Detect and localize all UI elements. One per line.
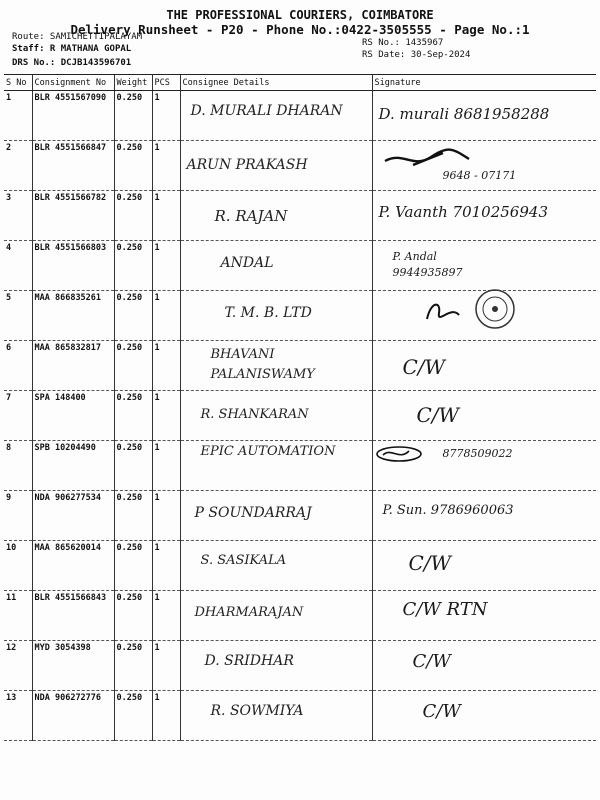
table-row bbox=[4, 391, 596, 441]
cell-consignment: MAA 866835261 bbox=[32, 291, 114, 341]
cell-weight: 0.250 bbox=[114, 191, 152, 241]
cell-signature bbox=[372, 391, 596, 441]
cell-consignment: NDA 906277534 bbox=[32, 491, 114, 541]
cell-weight: 0.250 bbox=[114, 91, 152, 141]
rs-date: RS Date: 30-Sep-2024 bbox=[362, 50, 471, 60]
cell-sno: 2 bbox=[4, 141, 32, 191]
cell-signature bbox=[372, 691, 596, 741]
cell-sno: 12 bbox=[4, 641, 32, 691]
consignee-handwriting: T. M. B. LTD bbox=[224, 305, 312, 321]
signature-handwriting: P. Sun. 9786960063 bbox=[382, 503, 514, 518]
consignee-handwriting: R. RAJAN bbox=[214, 207, 288, 225]
consignee-handwriting: EPIC AUTOMATION bbox=[200, 444, 336, 459]
cell-sno: 9 bbox=[4, 491, 32, 541]
cell-signature bbox=[372, 91, 596, 141]
cell-signature bbox=[372, 241, 596, 291]
cell-weight: 0.250 bbox=[114, 441, 152, 491]
drs-number: DRS No.: DCJB143596701 bbox=[12, 58, 132, 68]
cell-weight: 0.250 bbox=[114, 541, 152, 591]
cell-signature bbox=[372, 641, 596, 691]
col-signature: Signature bbox=[372, 75, 596, 91]
signature-scribble bbox=[375, 445, 425, 463]
cell-consignment: BLR 4551566847 bbox=[32, 141, 114, 191]
cell-sno: 1 bbox=[4, 91, 32, 141]
cell-consignment: BLR 4551566803 bbox=[32, 241, 114, 291]
cell-weight: 0.250 bbox=[114, 341, 152, 391]
route-label: Route: SAMICHETTIPALAYAM bbox=[12, 32, 143, 42]
cell-consignee bbox=[180, 541, 372, 591]
cell-pcs: 1 bbox=[152, 341, 180, 391]
signature-handwriting: C/W bbox=[412, 651, 451, 672]
table-row bbox=[4, 141, 596, 191]
cell-sno: 8 bbox=[4, 441, 32, 491]
table-row bbox=[4, 591, 596, 641]
cell-pcs: 1 bbox=[152, 391, 180, 441]
col-sno: S No bbox=[4, 75, 32, 91]
cell-weight: 0.250 bbox=[114, 291, 152, 341]
consignee-handwriting: BHAVANI PALANISWAMY bbox=[210, 347, 315, 382]
cell-consignee bbox=[180, 691, 372, 741]
cell-consignment: MAA 865832817 bbox=[32, 341, 114, 391]
cell-sno: 10 bbox=[4, 541, 32, 591]
consignee-handwriting: ARUN PRAKASH bbox=[186, 157, 308, 173]
cell-pcs: 1 bbox=[152, 141, 180, 191]
consignee-handwriting: R. SHANKARAN bbox=[200, 407, 309, 422]
cell-pcs: 1 bbox=[152, 91, 180, 141]
table-row bbox=[4, 341, 596, 391]
cell-signature bbox=[372, 541, 596, 591]
col-consignment: Consignment No bbox=[32, 75, 114, 91]
cell-consignee bbox=[180, 591, 372, 641]
cell-sno: 4 bbox=[4, 241, 32, 291]
signature-handwriting: P. Vaanth 7010256943 bbox=[378, 203, 548, 221]
cell-sno: 11 bbox=[4, 591, 32, 641]
cell-consignment: NDA 906272776 bbox=[32, 691, 114, 741]
cell-sno: 13 bbox=[4, 691, 32, 741]
staff-label: Staff: R MATHANA GOPAL bbox=[12, 44, 132, 54]
rs-number: RS No.: 1435967 bbox=[362, 38, 444, 48]
cell-pcs: 1 bbox=[152, 441, 180, 491]
cell-consignment: SPA 148400 bbox=[32, 391, 114, 441]
company-stamp bbox=[473, 287, 517, 331]
table-row bbox=[4, 91, 596, 141]
cell-consignee bbox=[180, 641, 372, 691]
signature-handwriting: C/W bbox=[402, 355, 446, 379]
cell-consignee bbox=[180, 241, 372, 291]
col-pcs: PCS bbox=[152, 75, 180, 91]
cell-consignee bbox=[180, 391, 372, 441]
consignee-handwriting: D. MURALI DHARAN bbox=[190, 103, 343, 119]
cell-consignee bbox=[180, 491, 372, 541]
cell-signature bbox=[372, 291, 596, 341]
cell-consignment: BLR 4551567090 bbox=[32, 91, 114, 141]
cell-weight: 0.250 bbox=[114, 591, 152, 641]
cell-signature bbox=[372, 141, 596, 191]
cell-pcs: 1 bbox=[152, 491, 180, 541]
cell-consignment: MYD 3054398 bbox=[32, 641, 114, 691]
cell-sno: 6 bbox=[4, 341, 32, 391]
runsheet-title: Delivery Runsheet - P20 - Phone No.:0422-3505555 - Page No.:1 bbox=[70, 22, 530, 37]
cell-consignment: MAA 865620014 bbox=[32, 541, 114, 591]
table-header-row bbox=[4, 75, 596, 91]
cell-pcs: 1 bbox=[152, 641, 180, 691]
col-consignee: Consignee Details bbox=[180, 75, 372, 91]
signature-scribble bbox=[383, 147, 473, 171]
cell-sno: 7 bbox=[4, 391, 32, 441]
cell-signature bbox=[372, 191, 596, 241]
consignee-handwriting: S. SASIKALA bbox=[200, 553, 287, 568]
cell-signature bbox=[372, 441, 596, 491]
cell-signature bbox=[372, 491, 596, 541]
table-row bbox=[4, 191, 596, 241]
signature-handwriting: C/W bbox=[408, 551, 452, 575]
signature-handwriting: P. Andal 9944935897 bbox=[392, 250, 463, 279]
cell-consignee bbox=[180, 141, 372, 191]
consignee-handwriting: D. SRIDHAR bbox=[204, 653, 294, 669]
consignee-handwriting: ANDAL bbox=[220, 255, 274, 271]
cell-consignee bbox=[180, 441, 372, 491]
cell-weight: 0.250 bbox=[114, 241, 152, 291]
cell-sno: 3 bbox=[4, 191, 32, 241]
table-row bbox=[4, 491, 596, 541]
cell-weight: 0.250 bbox=[114, 391, 152, 441]
cell-consignee bbox=[180, 291, 372, 341]
consignee-handwriting: R. SOWMIYA bbox=[210, 703, 304, 719]
cell-pcs: 1 bbox=[152, 291, 180, 341]
cell-pcs: 1 bbox=[152, 541, 180, 591]
signature-handwriting: C/W RTN bbox=[402, 599, 488, 620]
cell-weight: 0.250 bbox=[114, 641, 152, 691]
table-row bbox=[4, 241, 596, 291]
cell-signature bbox=[372, 341, 596, 391]
signature-handwriting: D. murali 8681958288 bbox=[378, 105, 550, 123]
cell-consignment: BLR 4551566782 bbox=[32, 191, 114, 241]
signature-scribble bbox=[423, 299, 463, 325]
signature-handwriting: C/W bbox=[416, 403, 460, 427]
cell-sno: 5 bbox=[4, 291, 32, 341]
company-title: THE PROFESSIONAL COURIERS, COIMBATORE bbox=[166, 8, 434, 22]
cell-consignee bbox=[180, 91, 372, 141]
table-row bbox=[4, 691, 596, 741]
cell-weight: 0.250 bbox=[114, 491, 152, 541]
signature-handwriting: 8778509022 bbox=[442, 447, 513, 460]
cell-consignment: BLR 4551566843 bbox=[32, 591, 114, 641]
cell-pcs: 1 bbox=[152, 591, 180, 641]
cell-consignee bbox=[180, 191, 372, 241]
cell-pcs: 1 bbox=[152, 241, 180, 291]
table-row bbox=[4, 641, 596, 691]
cell-pcs: 1 bbox=[152, 691, 180, 741]
cell-consignee bbox=[180, 341, 372, 391]
cell-signature bbox=[372, 591, 596, 641]
consignee-handwriting: DHARMARAJAN bbox=[194, 605, 304, 620]
cell-consignment: SPB 10204490 bbox=[32, 441, 114, 491]
signature-handwriting: C/W bbox=[422, 701, 461, 722]
table-row bbox=[4, 291, 596, 341]
consignee-handwriting: P SOUNDARRAJ bbox=[194, 505, 312, 521]
cell-pcs: 1 bbox=[152, 191, 180, 241]
runsheet-table bbox=[4, 74, 596, 741]
cell-weight: 0.250 bbox=[114, 141, 152, 191]
table-row bbox=[4, 441, 596, 491]
table-row bbox=[4, 541, 596, 591]
signature-handwriting: 9648 - 07171 bbox=[442, 169, 517, 182]
cell-weight: 0.250 bbox=[114, 691, 152, 741]
col-weight: Weight bbox=[114, 75, 152, 91]
